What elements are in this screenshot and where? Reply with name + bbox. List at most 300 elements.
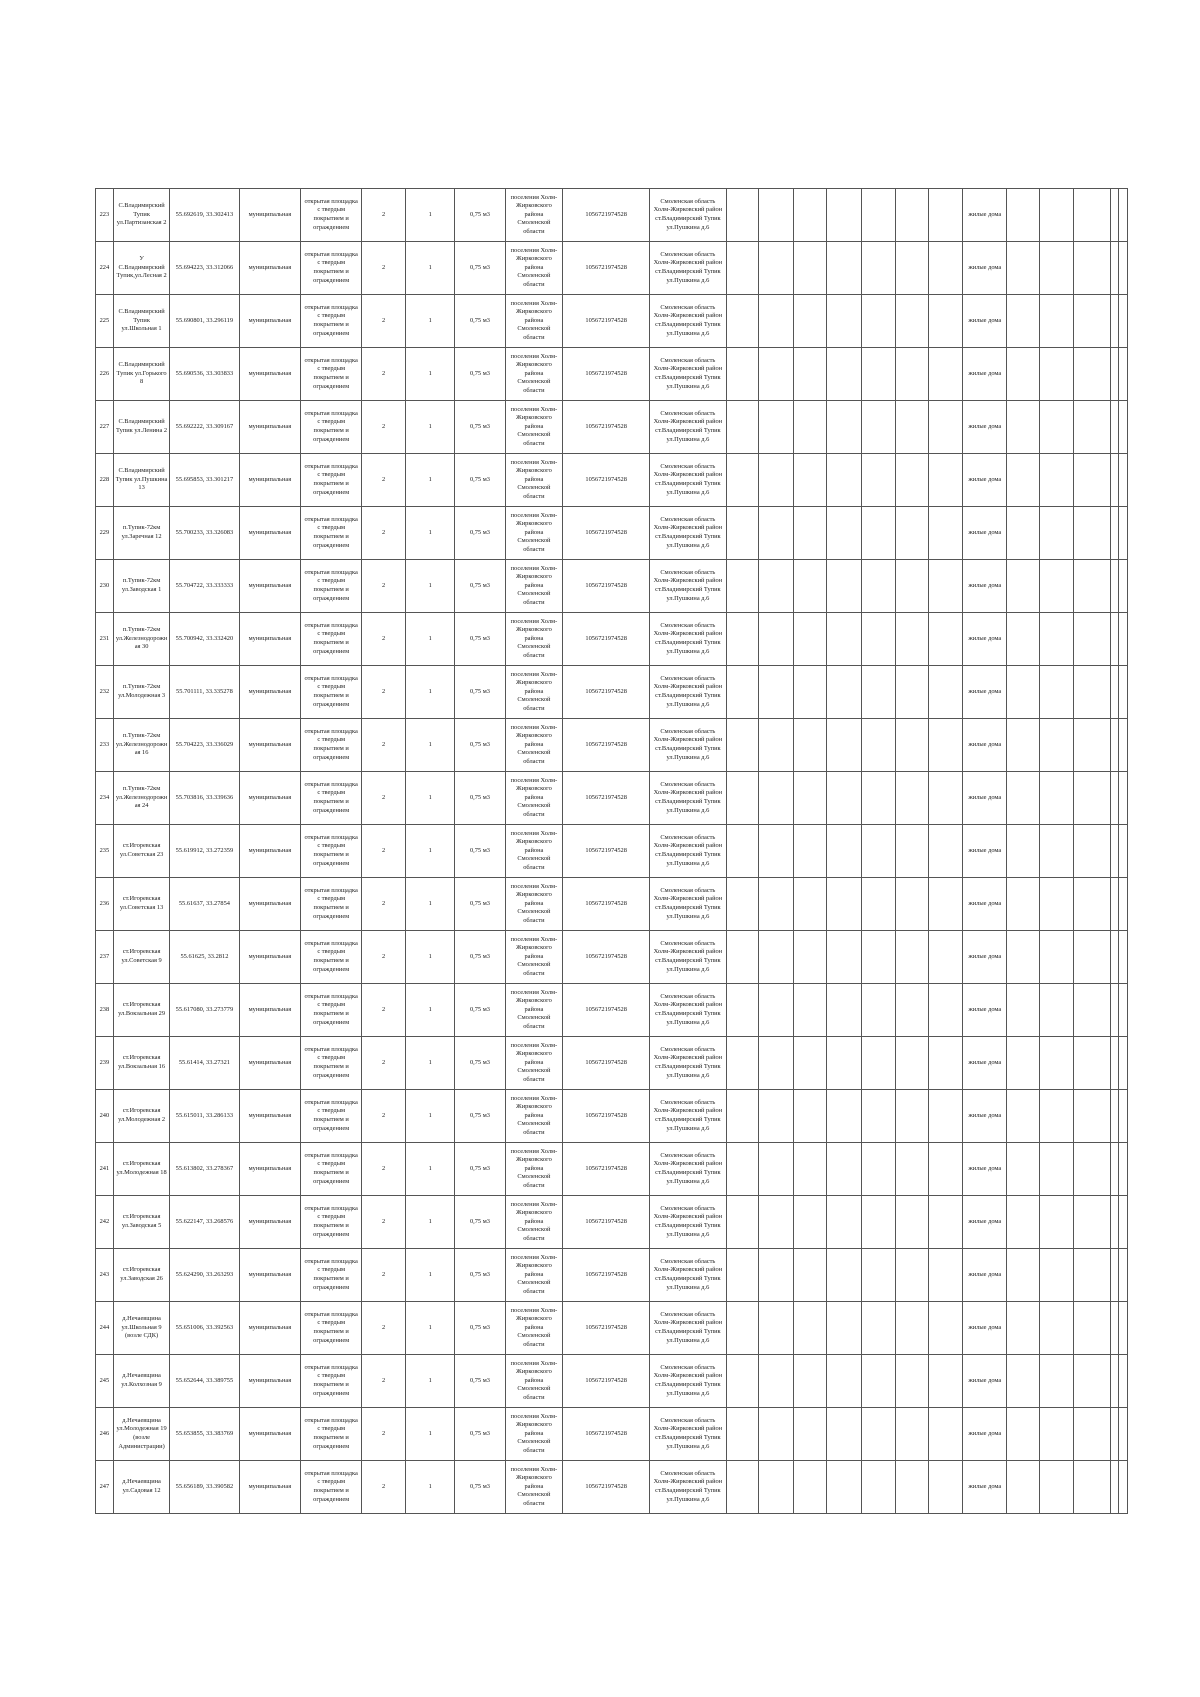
container-volume xyxy=(455,1196,505,1249)
row-number-text: 229 xyxy=(99,528,110,536)
waste-source-text: жилые дома xyxy=(968,793,1002,801)
container-count-text: 2 xyxy=(381,1270,386,1278)
empty-cell xyxy=(1007,825,1039,878)
container-count xyxy=(362,454,406,507)
empty-cell xyxy=(861,1196,896,1249)
site-surface-text: открытая площадка с твердым покрытием и ограждением xyxy=(304,727,358,761)
owner-ogrn xyxy=(563,719,650,772)
site-coordinates xyxy=(170,1408,239,1461)
empty-cell xyxy=(861,1302,896,1355)
site-surface-text: открытая площадка с твердым покрытием и ограждением xyxy=(304,992,358,1026)
empty-cell xyxy=(1119,1461,1128,1514)
ownership-type xyxy=(239,1196,301,1249)
empty-cell xyxy=(1039,1090,1074,1143)
owner-ogrn xyxy=(563,1037,650,1090)
row-number-text: 231 xyxy=(99,634,110,642)
site-address-text: п.Тупик-72км ул.Железнодорожная 16 xyxy=(115,732,168,757)
ownership-type xyxy=(239,931,301,984)
empty-cell xyxy=(1074,189,1111,242)
container-count-text: 2 xyxy=(381,422,386,430)
owner-address xyxy=(650,189,726,242)
container-count xyxy=(362,1408,406,1461)
container-count xyxy=(362,242,406,295)
empty-cell xyxy=(759,507,794,560)
site-surface xyxy=(301,1196,362,1249)
empty-cell xyxy=(793,189,827,242)
waste-source xyxy=(963,772,1007,825)
site-surface xyxy=(301,1355,362,1408)
owner-address xyxy=(650,1196,726,1249)
empty-cell xyxy=(1039,825,1074,878)
site-coordinates xyxy=(170,1037,239,1090)
site-coordinates-text: 55.656189, 33.390582 xyxy=(175,1482,234,1490)
container-volume xyxy=(455,931,505,984)
empty-cell xyxy=(759,1302,794,1355)
empty-cell xyxy=(827,719,862,772)
site-surface-text: открытая площадка с твердым покрытием и ограждением xyxy=(304,356,358,390)
container-units-text: 1 xyxy=(428,687,432,695)
row-number-text: 226 xyxy=(99,369,110,377)
empty-cell xyxy=(1007,1249,1039,1302)
empty-cell xyxy=(1119,560,1128,613)
empty-cell xyxy=(759,189,794,242)
owner-ogrn-text: 1056721974528 xyxy=(585,1376,627,1384)
empty-cell xyxy=(1119,1249,1128,1302)
site-surface-text: открытая площадка с твердым покрытием и ограждением xyxy=(304,197,358,231)
site-coordinates xyxy=(170,560,239,613)
site-address-text: ст.Игоревская ул.Молодежная 18 xyxy=(116,1160,167,1176)
site-surface xyxy=(301,1090,362,1143)
owner-ogrn xyxy=(563,1249,650,1302)
site-address-text: У С.Владимирский Тупик,ул.Лесная 2 xyxy=(116,255,167,280)
table-row xyxy=(96,666,1128,719)
site-surface xyxy=(301,613,362,666)
owner-ogrn xyxy=(563,1461,650,1514)
owner-ogrn xyxy=(563,1408,650,1461)
empty-cell xyxy=(1119,613,1128,666)
empty-cell xyxy=(896,1408,928,1461)
owner-ogrn-text: 1056721974528 xyxy=(585,1270,627,1278)
ownership-type xyxy=(239,1461,301,1514)
empty-cell xyxy=(1039,1037,1074,1090)
owner-address-text: Смоленская область Холм-Жирковский район ст.Владимирский Тупик ул.Пушкина д.6 xyxy=(653,250,723,284)
empty-cell xyxy=(928,1090,963,1143)
waste-source-text: жилые дома xyxy=(968,369,1002,377)
container-count xyxy=(362,1090,406,1143)
table-row xyxy=(96,613,1128,666)
container-volume xyxy=(455,560,505,613)
empty-cell xyxy=(1119,1143,1128,1196)
empty-cell xyxy=(726,1249,758,1302)
container-units xyxy=(406,454,455,507)
empty-cell xyxy=(928,1143,963,1196)
empty-cell xyxy=(827,348,862,401)
empty-cell xyxy=(1074,1461,1111,1514)
empty-cell xyxy=(1074,1090,1111,1143)
empty-cell xyxy=(726,1302,758,1355)
container-count xyxy=(362,772,406,825)
site-coordinates-text: 55.692222, 33.309167 xyxy=(175,422,234,430)
ownership-type xyxy=(239,825,301,878)
row-number-text: 230 xyxy=(99,581,110,589)
site-address-text: п.Тупик-72км ул.Заводская 1 xyxy=(121,577,162,593)
empty-cell xyxy=(793,560,827,613)
empty-cell xyxy=(1039,507,1074,560)
empty-cell xyxy=(896,507,928,560)
site-address-text: ст.Игоревская ул.Советская 23 xyxy=(119,842,164,858)
ownership-type-text: муниципальная xyxy=(248,740,292,748)
ownership-type-text: муниципальная xyxy=(248,952,292,960)
empty-cell xyxy=(896,295,928,348)
empty-cell xyxy=(793,348,827,401)
container-count-text: 2 xyxy=(381,952,386,960)
site-owner xyxy=(505,613,563,666)
empty-cell xyxy=(928,1461,963,1514)
container-volume-text: 0,75 м3 xyxy=(469,1376,490,1384)
ownership-type xyxy=(239,613,301,666)
site-surface-text: открытая площадка с твердым покрытием и ограждением xyxy=(304,780,358,814)
owner-ogrn-text: 1056721974528 xyxy=(585,1005,627,1013)
site-owner xyxy=(505,1249,563,1302)
ownership-type xyxy=(239,454,301,507)
container-count xyxy=(362,1461,406,1514)
site-surface-text: открытая площадка с твердым покрытием и ограждением xyxy=(304,462,358,496)
container-units xyxy=(406,613,455,666)
site-coordinates xyxy=(170,295,239,348)
site-owner xyxy=(505,984,563,1037)
owner-ogrn-text: 1056721974528 xyxy=(585,1482,627,1490)
empty-cell xyxy=(1007,507,1039,560)
waste-source-text: жилые дома xyxy=(968,263,1002,271)
container-volume xyxy=(455,401,505,454)
empty-cell xyxy=(1039,295,1074,348)
ownership-type-text: муниципальная xyxy=(248,1429,292,1437)
row-number xyxy=(96,560,114,613)
empty-cell xyxy=(793,1408,827,1461)
row-number xyxy=(96,348,114,401)
container-count xyxy=(362,825,406,878)
site-owner xyxy=(505,878,563,931)
empty-cell xyxy=(759,1037,794,1090)
empty-cell xyxy=(1074,295,1111,348)
site-coordinates-text: 55.624290, 33.263293 xyxy=(175,1270,234,1278)
site-surface-text: открытая площадка с твердым покрытием и ограждением xyxy=(304,1310,358,1344)
table-row xyxy=(96,1143,1128,1196)
waste-source-text: жилые дома xyxy=(968,740,1002,748)
row-number-text: 234 xyxy=(99,793,110,801)
container-volume-text: 0,75 м3 xyxy=(469,1058,490,1066)
empty-cell xyxy=(827,507,862,560)
empty-cell xyxy=(726,719,758,772)
owner-address xyxy=(650,1143,726,1196)
site-owner xyxy=(505,719,563,772)
empty-cell xyxy=(861,825,896,878)
site-surface-text: открытая площадка с твердым покрытием и ограждением xyxy=(304,515,358,549)
site-owner xyxy=(505,931,563,984)
site-surface xyxy=(301,931,362,984)
site-surface-text: открытая площадка с твердым покрытием и ограждением xyxy=(304,1151,358,1185)
container-count-text: 2 xyxy=(381,740,386,748)
site-coordinates xyxy=(170,878,239,931)
site-coordinates-text: 55.700233, 33.326083 xyxy=(175,528,234,536)
empty-cell xyxy=(928,507,963,560)
empty-cell xyxy=(726,1461,758,1514)
owner-ogrn-text: 1056721974528 xyxy=(585,1164,627,1172)
container-count xyxy=(362,666,406,719)
waste-source xyxy=(963,454,1007,507)
site-address-text: д.Нечаевщина ул.Молодежная 19 (возле Администрации) xyxy=(116,1416,167,1450)
container-units-text: 1 xyxy=(428,1164,432,1172)
empty-cell xyxy=(1074,878,1111,931)
container-units xyxy=(406,1090,455,1143)
site-address-text: С.Владимирский Тупик ул.Партизанская 2 xyxy=(116,202,167,227)
ownership-type xyxy=(239,772,301,825)
empty-cell xyxy=(861,1408,896,1461)
owner-ogrn xyxy=(563,878,650,931)
empty-cell xyxy=(1039,984,1074,1037)
empty-cell xyxy=(1007,242,1039,295)
waste-source xyxy=(963,1302,1007,1355)
empty-cell xyxy=(1039,560,1074,613)
empty-cell xyxy=(759,613,794,666)
empty-cell xyxy=(827,825,862,878)
empty-cell xyxy=(1007,719,1039,772)
owner-address xyxy=(650,719,726,772)
site-address xyxy=(113,825,170,878)
ownership-type xyxy=(239,189,301,242)
site-owner xyxy=(505,1090,563,1143)
owner-address xyxy=(650,825,726,878)
row-number-text: 233 xyxy=(99,740,110,748)
ownership-type xyxy=(239,1037,301,1090)
empty-cell xyxy=(896,1249,928,1302)
container-units xyxy=(406,772,455,825)
row-number-text: 240 xyxy=(99,1111,110,1119)
empty-cell xyxy=(1039,1143,1074,1196)
empty-cell xyxy=(1119,189,1128,242)
container-count-text: 2 xyxy=(381,793,386,801)
empty-cell xyxy=(1039,348,1074,401)
site-coordinates xyxy=(170,719,239,772)
row-number-text: 227 xyxy=(99,422,110,430)
site-owner-text: поселения Холм-Жирковского района Смоленской области xyxy=(510,405,558,447)
owner-address-text: Смоленская область Холм-Жирковский район ст.Владимирский Тупик ул.Пушкина д.6 xyxy=(653,1363,723,1397)
owner-address xyxy=(650,401,726,454)
empty-cell xyxy=(1074,984,1111,1037)
empty-cell xyxy=(1119,825,1128,878)
empty-cell xyxy=(1007,1090,1039,1143)
owner-address-text: Смоленская область Холм-Жирковский район ст.Владимирский Тупик ул.Пушкина д.6 xyxy=(653,939,723,973)
empty-cell xyxy=(896,348,928,401)
container-volume-text: 0,75 м3 xyxy=(469,369,490,377)
site-address-text: С.Владимирский Тупик ул.Ленина 2 xyxy=(116,418,168,434)
empty-cell xyxy=(928,1249,963,1302)
empty-cell xyxy=(1074,1302,1111,1355)
site-coordinates-text: 55.700942, 33.332420 xyxy=(175,634,234,642)
site-coordinates-text: 55.615011, 33.286133 xyxy=(175,1111,234,1119)
container-count xyxy=(362,1143,406,1196)
empty-cell xyxy=(759,1143,794,1196)
waste-source xyxy=(963,295,1007,348)
empty-cell xyxy=(861,401,896,454)
empty-cell xyxy=(1111,507,1119,560)
empty-cell xyxy=(1074,931,1111,984)
row-number-text: 235 xyxy=(99,846,110,854)
empty-cell xyxy=(1007,1143,1039,1196)
empty-cell xyxy=(1007,295,1039,348)
container-volume-text: 0,75 м3 xyxy=(469,952,490,960)
owner-address-text: Смоленская область Холм-Жирковский район ст.Владимирский Тупик ул.Пушкина д.6 xyxy=(653,1151,723,1185)
site-coordinates-text: 55.619912, 33.272359 xyxy=(175,846,234,854)
empty-cell xyxy=(827,666,862,719)
owner-address-text: Смоленская область Холм-Жирковский район ст.Владимирский Тупик ул.Пушкина д.6 xyxy=(653,1098,723,1132)
container-count xyxy=(362,560,406,613)
empty-cell xyxy=(1119,984,1128,1037)
site-surface-text: открытая площадка с твердым покрытием и ограждением xyxy=(304,1363,358,1397)
container-volume-text: 0,75 м3 xyxy=(469,1164,490,1172)
empty-cell xyxy=(861,931,896,984)
row-number-text: 242 xyxy=(99,1217,110,1225)
site-address-text: ст.Игоревская ул.Заводская 26 xyxy=(120,1266,163,1282)
empty-cell xyxy=(1119,772,1128,825)
container-units-text: 1 xyxy=(428,263,432,271)
empty-cell xyxy=(928,454,963,507)
container-count xyxy=(362,1355,406,1408)
row-number-text: 241 xyxy=(99,1164,110,1172)
waste-source xyxy=(963,1037,1007,1090)
container-count-text: 2 xyxy=(381,1376,386,1384)
waste-source-text: жилые дома xyxy=(968,475,1002,483)
container-volume xyxy=(455,825,505,878)
site-owner-text: поселения Холм-Жирковского района Смоленской области xyxy=(510,564,558,606)
owner-ogrn-text: 1056721974528 xyxy=(585,793,627,801)
container-volume xyxy=(455,1143,505,1196)
site-surface-text: открытая площадка с твердым покрытием и ограждением xyxy=(304,1416,358,1450)
empty-cell xyxy=(1111,719,1119,772)
site-surface-text: открытая площадка с твердым покрытием и ограждением xyxy=(304,1469,358,1503)
site-coordinates xyxy=(170,1249,239,1302)
empty-cell xyxy=(1074,825,1111,878)
empty-cell xyxy=(928,666,963,719)
empty-cell xyxy=(1111,348,1119,401)
ownership-type-text: муниципальная xyxy=(248,1270,292,1278)
ownership-type xyxy=(239,878,301,931)
ownership-type xyxy=(239,560,301,613)
container-volume xyxy=(455,1249,505,1302)
empty-cell xyxy=(726,1196,758,1249)
empty-cell xyxy=(1119,1408,1128,1461)
row-number-text: 245 xyxy=(99,1376,110,1384)
waste-source xyxy=(963,401,1007,454)
empty-cell xyxy=(759,1461,794,1514)
owner-address-text: Смоленская область Холм-Жирковский район ст.Владимирский Тупик ул.Пушкина д.6 xyxy=(653,303,723,337)
table-row xyxy=(96,1037,1128,1090)
container-units-text: 1 xyxy=(428,634,432,642)
empty-cell xyxy=(793,613,827,666)
site-address-text: д.Нечаевщина ул.Колхозная 9 xyxy=(121,1372,162,1388)
ownership-type-text: муниципальная xyxy=(248,528,292,536)
owner-address xyxy=(650,878,726,931)
owner-ogrn xyxy=(563,984,650,1037)
site-owner xyxy=(505,1355,563,1408)
site-coordinates-text: 55.653855, 33.383769 xyxy=(175,1429,234,1437)
site-coordinates xyxy=(170,1461,239,1514)
empty-cell xyxy=(1039,931,1074,984)
empty-cell xyxy=(1039,772,1074,825)
empty-cell xyxy=(861,1355,896,1408)
empty-cell xyxy=(827,1461,862,1514)
owner-address-text: Смоленская область Холм-Жирковский район ст.Владимирский Тупик ул.Пушкина д.6 xyxy=(653,1310,723,1344)
empty-cell xyxy=(1007,348,1039,401)
site-address xyxy=(113,613,170,666)
empty-cell xyxy=(861,507,896,560)
waste-source xyxy=(963,825,1007,878)
empty-cell xyxy=(928,1037,963,1090)
waste-source-text: жилые дома xyxy=(968,1164,1002,1172)
container-count-text: 2 xyxy=(381,316,386,324)
owner-ogrn xyxy=(563,454,650,507)
container-count-text: 2 xyxy=(381,1005,386,1013)
empty-cell xyxy=(827,560,862,613)
empty-cell xyxy=(759,1355,794,1408)
container-count xyxy=(362,401,406,454)
empty-cell xyxy=(827,1143,862,1196)
container-units-text: 1 xyxy=(428,1058,432,1066)
owner-ogrn xyxy=(563,295,650,348)
owner-ogrn xyxy=(563,666,650,719)
owner-ogrn xyxy=(563,1143,650,1196)
empty-cell xyxy=(759,295,794,348)
empty-cell xyxy=(1111,772,1119,825)
site-address xyxy=(113,189,170,242)
ownership-type-text: муниципальная xyxy=(248,475,292,483)
empty-cell xyxy=(1111,1196,1119,1249)
owner-ogrn xyxy=(563,613,650,666)
site-surface xyxy=(301,454,362,507)
site-surface-text: открытая площадка с твердым покрытием и ограждением xyxy=(304,409,358,443)
site-surface xyxy=(301,878,362,931)
row-number-text: 236 xyxy=(99,899,110,907)
table-row xyxy=(96,878,1128,931)
empty-cell xyxy=(928,931,963,984)
waste-source xyxy=(963,560,1007,613)
waste-source-text: жилые дома xyxy=(968,581,1002,589)
container-volume xyxy=(455,1037,505,1090)
ownership-type xyxy=(239,1249,301,1302)
container-count xyxy=(362,613,406,666)
site-surface-text: открытая площадка с твердым покрытием и ограждением xyxy=(304,568,358,602)
waste-source-text: жилые дома xyxy=(968,1058,1002,1066)
site-owner xyxy=(505,1302,563,1355)
empty-cell xyxy=(1111,454,1119,507)
empty-cell xyxy=(896,189,928,242)
empty-cell xyxy=(1119,1355,1128,1408)
owner-ogrn xyxy=(563,507,650,560)
empty-cell xyxy=(1074,560,1111,613)
empty-cell xyxy=(1111,825,1119,878)
row-number xyxy=(96,295,114,348)
container-units-text: 1 xyxy=(428,793,432,801)
site-owner-text: поселения Холм-Жирковского района Смоленской области xyxy=(510,1359,558,1401)
container-count xyxy=(362,1302,406,1355)
empty-cell xyxy=(759,401,794,454)
site-surface xyxy=(301,1037,362,1090)
container-count xyxy=(362,507,406,560)
container-volume-text: 0,75 м3 xyxy=(469,316,490,324)
empty-cell xyxy=(1111,984,1119,1037)
ownership-type-text: муниципальная xyxy=(248,1323,292,1331)
table-row xyxy=(96,1408,1128,1461)
